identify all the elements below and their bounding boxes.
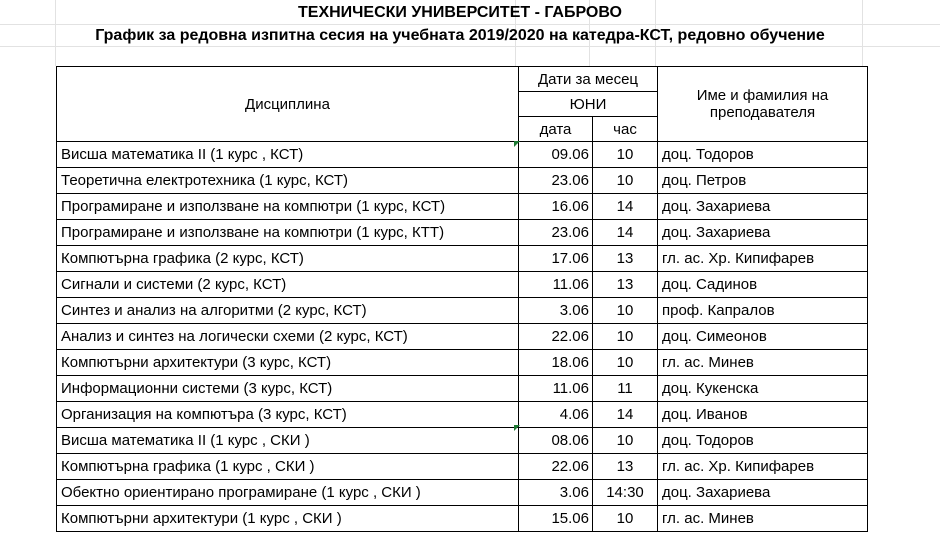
date-cell: 3.06 — [519, 298, 593, 324]
table-row — [57, 298, 868, 324]
discipline-cell: Сигнали и системи (2 курс, КСТ) — [57, 272, 519, 298]
teacher-cell: доц. Захариева — [658, 194, 868, 220]
hour-cell: 14 — [593, 220, 658, 246]
table-row — [57, 480, 868, 506]
exam-schedule-table — [56, 66, 868, 532]
table-row — [57, 246, 868, 272]
table-row — [57, 324, 868, 350]
teacher-cell: гл. ас. Хр. Кипифарев — [658, 454, 868, 480]
gridline — [0, 24, 940, 25]
hour-cell: 14:30 — [593, 480, 658, 506]
table-row — [57, 428, 868, 454]
header-hour: час — [593, 117, 658, 142]
hour-cell: 13 — [593, 454, 658, 480]
hour-cell: 10 — [593, 428, 658, 454]
table-row — [57, 168, 868, 194]
teacher-cell: доц. Иванов — [658, 402, 868, 428]
date-cell: 09.06 — [519, 142, 593, 168]
cell-marker — [514, 425, 520, 431]
teacher-cell: доц. Симеонов — [658, 324, 868, 350]
date-cell: 11.06 — [519, 376, 593, 402]
teacher-cell: проф. Капралов — [658, 298, 868, 324]
date-cell: 4.06 — [519, 402, 593, 428]
table-row — [57, 350, 868, 376]
header-teacher — [658, 67, 868, 142]
date-cell: 23.06 — [519, 168, 593, 194]
discipline-cell: Теоретична електротехника (1 курс, КСТ) — [57, 168, 519, 194]
document-title: ТЕХНИЧЕСКИ УНИВЕРСИТЕТ - ГАБРОВО — [298, 4, 622, 21]
discipline-cell: Компютърни архитектури (1 курс , СКИ ) — [57, 506, 519, 532]
discipline-cell: Програмиране и използване на компютри (1 курс, КСТ) — [57, 194, 519, 220]
table-row — [57, 506, 868, 532]
discipline-cell: Информационни системи (3 курс, КСТ) — [57, 376, 519, 402]
document-subtitle: График за редовна изпитна сесия на учебната 2019/2020 на катедра-КСТ, редовно обучение — [95, 27, 825, 44]
table-row — [57, 142, 868, 168]
hour-cell: 13 — [593, 272, 658, 298]
discipline-cell: Организация на компютъра (3 курс, КСТ) — [57, 402, 519, 428]
date-cell: 16.06 — [519, 194, 593, 220]
cell-marker — [514, 141, 520, 147]
hour-cell: 10 — [593, 298, 658, 324]
date-cell: 08.06 — [519, 428, 593, 454]
hour-cell: 10 — [593, 506, 658, 532]
table-row — [57, 194, 868, 220]
date-cell: 15.06 — [519, 506, 593, 532]
date-cell: 22.06 — [519, 454, 593, 480]
header-row — [57, 67, 868, 92]
teacher-cell: гл. ас. Минев — [658, 506, 868, 532]
hour-cell: 14 — [593, 402, 658, 428]
hour-cell: 10 — [593, 142, 658, 168]
teacher-cell: доц. Петров — [658, 168, 868, 194]
header-discipline: Дисциплина — [57, 67, 519, 142]
teacher-cell: доц. Кукенска — [658, 376, 868, 402]
teacher-cell: гл. ас. Минев — [658, 350, 868, 376]
hour-cell: 10 — [593, 168, 658, 194]
table-row — [57, 220, 868, 246]
discipline-cell: Компютърни архитектури (3 курс, КСТ) — [57, 350, 519, 376]
gridline — [0, 46, 940, 47]
date-cell: 17.06 — [519, 246, 593, 272]
hour-cell: 10 — [593, 324, 658, 350]
date-cell: 3.06 — [519, 480, 593, 506]
discipline-cell: Висша математика ІІ (1 курс , СКИ ) — [57, 428, 519, 454]
header-date: дата — [519, 117, 593, 142]
teacher-cell: доц. Тодоров — [658, 142, 868, 168]
table-row — [57, 272, 868, 298]
date-cell: 11.06 — [519, 272, 593, 298]
hour-cell: 11 — [593, 376, 658, 402]
table-row — [57, 402, 868, 428]
teacher-cell: доц. Захариева — [658, 220, 868, 246]
discipline-cell: Синтез и анализ на алгоритми (2 курс, КСТ) — [57, 298, 519, 324]
date-cell: 23.06 — [519, 220, 593, 246]
date-cell: 22.06 — [519, 324, 593, 350]
teacher-cell: доц. Захариева — [658, 480, 868, 506]
discipline-cell: Висша математика ІІ (1 курс , КСТ) — [57, 142, 519, 168]
teacher-cell: доц. Тодоров — [658, 428, 868, 454]
hour-cell: 10 — [593, 350, 658, 376]
header-dates: Дати за месец — [519, 67, 658, 92]
teacher-cell: доц. Садинов — [658, 272, 868, 298]
discipline-cell: Компютърна графика (2 курс, КСТ) — [57, 246, 519, 272]
discipline-cell: Анализ и синтез на логически схеми (2 курс, КСТ) — [57, 324, 519, 350]
teacher-cell: гл. ас. Хр. Кипифарев — [658, 246, 868, 272]
header-teacher-label: Име и фамилия на преподавателя — [696, 87, 829, 121]
discipline-cell: Програмиране и използване на компютри (1 курс, КТТ) — [57, 220, 519, 246]
table-row — [57, 454, 868, 480]
discipline-cell: Обектно ориентирано програмиране (1 курс , СКИ ) — [57, 480, 519, 506]
date-cell: 18.06 — [519, 350, 593, 376]
discipline-cell: Компютърна графика (1 курс , СКИ ) — [57, 454, 519, 480]
hour-cell: 14 — [593, 194, 658, 220]
hour-cell: 13 — [593, 246, 658, 272]
table-row — [57, 376, 868, 402]
header-month: ЮНИ — [519, 92, 658, 117]
